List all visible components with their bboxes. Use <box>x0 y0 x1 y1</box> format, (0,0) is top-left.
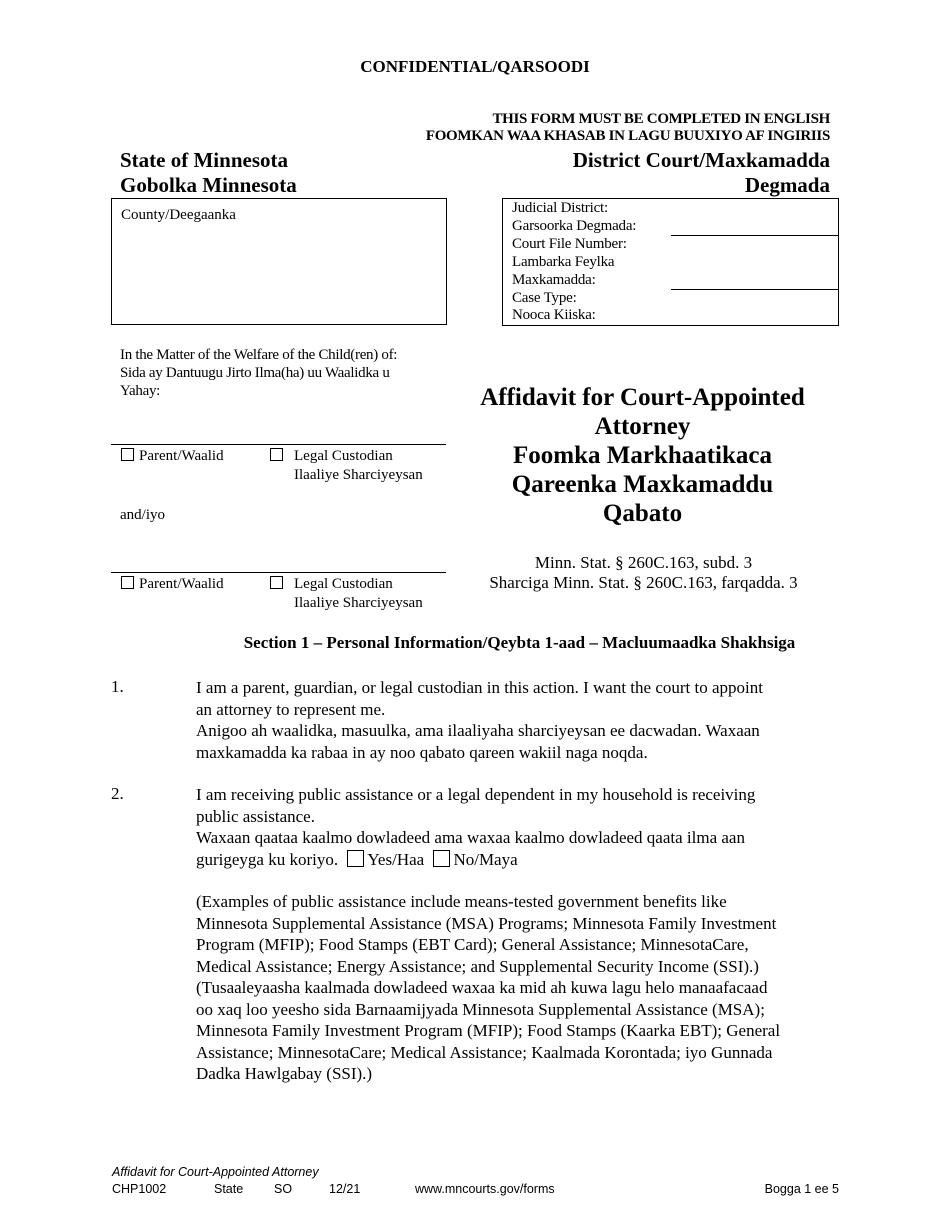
example-line: Minnesota Supplemental Assistance (MSA) Programs; Minnesota Family Investment <box>196 913 777 933</box>
footer-form-title: Affidavit for Court-Appointed Attorney <box>112 1165 319 1179</box>
party2-custodian-option[interactable] <box>270 575 393 594</box>
form-title-line2: Attorney <box>594 413 691 440</box>
case-info-box <box>502 198 839 326</box>
statute-reference <box>460 553 827 593</box>
footer-state: State <box>214 1182 244 1196</box>
footer-date: 12/21 <box>329 1182 361 1196</box>
item2-en-line2: public assistance. <box>196 806 315 826</box>
footer-page-number: Bogga 1 ee 5 <box>764 1182 839 1196</box>
county-field[interactable] <box>111 198 447 325</box>
example-line: oo xaq loo yeesho sida Barnaamijyada Minnesota Supplemental Assistance (MSA); <box>196 999 765 1019</box>
item1-number: 1. <box>111 677 124 696</box>
matter-line-somali: Sida ay Dantuugu Jirto Ilma(ha) uu Waalidka u <box>120 365 390 381</box>
completion-notice <box>426 111 830 145</box>
completion-notice-english: THIS FORM MUST BE COMPLETED IN ENGLISH <box>492 111 830 127</box>
item2-number: 2. <box>111 784 124 803</box>
form-title-line4: Qareenka Maxkamaddu <box>511 471 774 498</box>
court-name-line2: Degmada <box>744 173 830 197</box>
party2-custodian-label: Legal Custodian <box>294 576 393 592</box>
state-heading <box>120 148 297 198</box>
court-name-line1: District Court/Maxkamadda <box>572 148 830 172</box>
item1-en-line2: an attorney to represent me. <box>196 699 386 719</box>
court-file-number-label-somali-2: Maxkamadda: <box>512 272 596 288</box>
item1-en-line1: I am a parent, guardian, or legal custodian in this action. I want the court to appoint <box>196 678 763 697</box>
state-name-english: State of Minnesota <box>120 148 288 172</box>
party2-parent-checkbox[interactable] <box>121 576 134 589</box>
party1-parent-label: Parent/Waalid <box>139 448 224 464</box>
no-label: No/Maya <box>453 849 518 869</box>
party1-custodian-checkbox[interactable] <box>270 448 283 461</box>
matter-caption <box>120 346 450 400</box>
item1-text <box>196 677 846 763</box>
party1-name-line[interactable] <box>111 444 446 445</box>
example-line: Program (MFIP); Food Stamps (EBT Card); General Assistance; MinnesotaCare, <box>196 935 749 954</box>
form-title <box>470 383 815 528</box>
item2-en-line1: I am receiving public assistance or a legal dependent in my household is receiving <box>196 785 756 804</box>
judicial-district-label: Judicial District: <box>512 200 608 216</box>
county-label: County/Deegaanka <box>121 207 236 223</box>
example-line: (Tusaaleyaasha kaalmada dowladeed waxaa ka mid ah kuwa lagu helo manaafacaad <box>196 978 768 997</box>
party1-parent-option[interactable] <box>121 447 224 466</box>
item2-so-line1: Waxaan qaataa kaalmo dowladeed ama waxaa kaalmo dowladeed qaata ilma aan <box>196 828 745 847</box>
footer-url[interactable]: www.mncourts.gov/forms <box>415 1182 555 1196</box>
judicial-district-label-somali: Garsoorka Degmada: <box>512 218 637 234</box>
state-name-somali: Gobolka Minnesota <box>120 173 297 197</box>
party1-parent-checkbox[interactable] <box>121 448 134 461</box>
form-title-line5: Qabato <box>602 500 683 527</box>
item1-so-line1: Anigoo ah waalidka, masuulka, ama ilaaliyaha sharciyeysan ee dacwadan. Waxaan <box>196 721 760 740</box>
item2-so-line2: gurigeyga ku koriyo. <box>196 849 339 869</box>
court-file-number-label: Court File Number: <box>512 236 627 252</box>
matter-line-english: In the Matter of the Welfare of the Child(ren) of: <box>120 347 398 363</box>
court-heading <box>573 148 830 198</box>
court-file-number-label-somali: Lambarka Feylka <box>512 254 615 270</box>
footer-language: SO <box>274 1182 293 1196</box>
party2-parent-label: Parent/Waalid <box>139 576 224 592</box>
item2-examples <box>196 891 846 1085</box>
case-type-label: Case Type: <box>512 290 577 306</box>
yes-label: Yes/Haa <box>367 849 425 869</box>
court-file-number-input-line[interactable] <box>671 289 838 290</box>
form-title-line3: Foomka Markhaatikaca <box>512 442 773 469</box>
example-line: Medical Assistance; Energy Assistance; and Supplemental Security Income (SSI).) <box>196 956 759 976</box>
case-type-label-somali: Nooca Kiiska: <box>512 307 596 323</box>
item2-text <box>196 784 846 870</box>
party1-custodian-option[interactable] <box>270 447 393 466</box>
party2-parent-option[interactable] <box>121 575 224 594</box>
example-line: (Examples of public assistance include means-tested government benefits like <box>196 892 727 911</box>
statute-english: Minn. Stat. § 260C.163, subd. 3 <box>534 553 753 572</box>
yes-checkbox[interactable] <box>347 850 364 867</box>
party2-name-line[interactable] <box>111 572 446 573</box>
statute-somali: Sharciga Minn. Stat. § 260C.163, farqadda. 3 <box>489 573 798 592</box>
party2-custodian-checkbox[interactable] <box>270 576 283 589</box>
footer-form-code: CHP1002 <box>112 1182 167 1196</box>
example-line: Dadka Hawlgabay (SSI).) <box>196 1064 373 1083</box>
judicial-district-input-line[interactable] <box>671 235 838 236</box>
form-title-line1: Affidavit for Court-Appointed <box>480 384 805 411</box>
matter-line-somali-2: Yahay: <box>120 383 161 399</box>
section1-heading: Section 1 – Personal Information/Qeybta 1-aad – Macluumaadka Shakhsiga <box>243 633 796 652</box>
no-checkbox[interactable] <box>433 850 450 867</box>
party1-custodian-label: Legal Custodian <box>294 448 393 464</box>
item1-so-line2: maxkamadda ka rabaa in ay noo qabato qareen wakiil naga noqda. <box>196 742 648 762</box>
example-line: Assistance; MinnesotaCare; Medical Assistance; Kaalmada Korontada; iyo Gunnada <box>196 1042 773 1062</box>
confidential-heading: CONFIDENTIAL/QARSOODI <box>360 57 590 76</box>
completion-notice-somali: FOOMKAN WAA KHASAB IN LAGU BUUXIYO AF INGIRIIS <box>425 128 830 144</box>
example-line: Minnesota Family Investment Program (MFIP); Food Stamps (Kaarka EBT); General <box>196 1021 781 1040</box>
and-label: and/iyo <box>120 507 165 523</box>
item2-so-line2-row <box>196 849 846 871</box>
party2-custodian-label-somali: Ilaaliye Sharciyeysan <box>294 595 423 611</box>
party1-custodian-label-somali: Ilaaliye Sharciyeysan <box>294 467 423 483</box>
